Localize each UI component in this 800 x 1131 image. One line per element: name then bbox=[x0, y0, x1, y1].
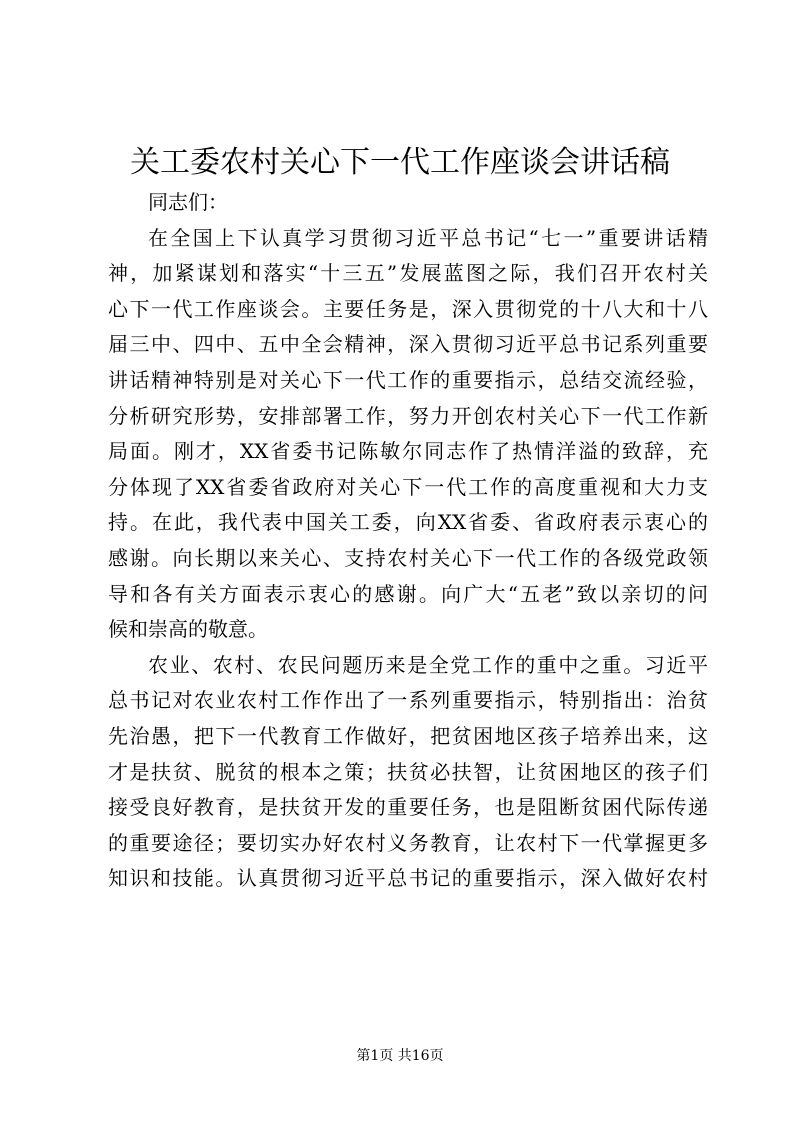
document-body bbox=[108, 185, 708, 897]
paragraph-line: 局面。刚才，XX省委书记陈敏尔同志作了热情洋溢的致辞，充 bbox=[108, 439, 708, 464]
paragraph-line: 先治愚，把下一代教育工作做好，把贫困地区孩子培养出来，这 bbox=[108, 723, 708, 748]
paragraph-line: 知识和技能。认真贯彻习近平总书记的重要指示，深入做好农村 bbox=[108, 866, 708, 891]
paragraph-line: 感谢。向长期以来关心、支持农村关心下一代工作的各级党政领 bbox=[108, 545, 708, 570]
paragraph-line: 讲话精神特别是对关心下一代工作的重要指示，总结交流经验， bbox=[108, 367, 708, 392]
paragraph-line: 神，加紧谋划和落实“十三五”发展蓝图之际，我们召开农村关 bbox=[108, 261, 708, 286]
paragraph-line: 农业、农村、农民问题历来是全党工作的重中之重。习近平 bbox=[148, 652, 708, 677]
paragraph-line: 在全国上下认真学习贯彻习近平总书记“七一”重要讲话精 bbox=[148, 225, 708, 250]
paragraph-line: 持。在此，我代表中国关工委，向XX省委、省政府表示衷心的 bbox=[108, 510, 708, 535]
page-footer: 第1页 共16页 bbox=[356, 1048, 444, 1064]
paragraph-line: 的重要途径；要切实办好农村义务教育，让农村下一代掌握更多 bbox=[108, 830, 708, 855]
salutation: 同志们： bbox=[148, 190, 228, 214]
document-title: 关工委农村关心下一代工作座谈会讲话稿 bbox=[130, 145, 670, 180]
paragraph-2 bbox=[108, 648, 708, 897]
paragraph-line: 导和各有关方面表示衷心的感谢。向广大“五老”致以亲切的问 bbox=[108, 581, 708, 606]
paragraph-line: 才是扶贫、脱贫的根本之策；扶贫必扶智，让贫困地区的孩子们 bbox=[108, 759, 708, 784]
paragraph-line: 分析研究形势，安排部署工作，努力开创农村关心下一代工作新 bbox=[108, 403, 708, 428]
paragraph-line: 分体现了XX省委省政府对关心下一代工作的高度重视和大力支 bbox=[108, 474, 708, 499]
paragraph-line: 总书记对农业农村工作作出了一系列重要指示，特别指出：治贫 bbox=[108, 688, 708, 713]
paragraph-line: 候和崇高的敬意。 bbox=[108, 617, 268, 642]
paragraph-line: 心下一代工作座谈会。主要任务是，深入贯彻党的十八大和十八 bbox=[108, 296, 708, 321]
paragraph-1 bbox=[108, 221, 708, 648]
paragraph-line: 届三中、四中、五中全会精神，深入贯彻习近平总书记系列重要 bbox=[108, 332, 708, 357]
paragraph-line: 接受良好教育，是扶贫开发的重要任务，也是阻断贫困代际传递 bbox=[108, 795, 708, 820]
